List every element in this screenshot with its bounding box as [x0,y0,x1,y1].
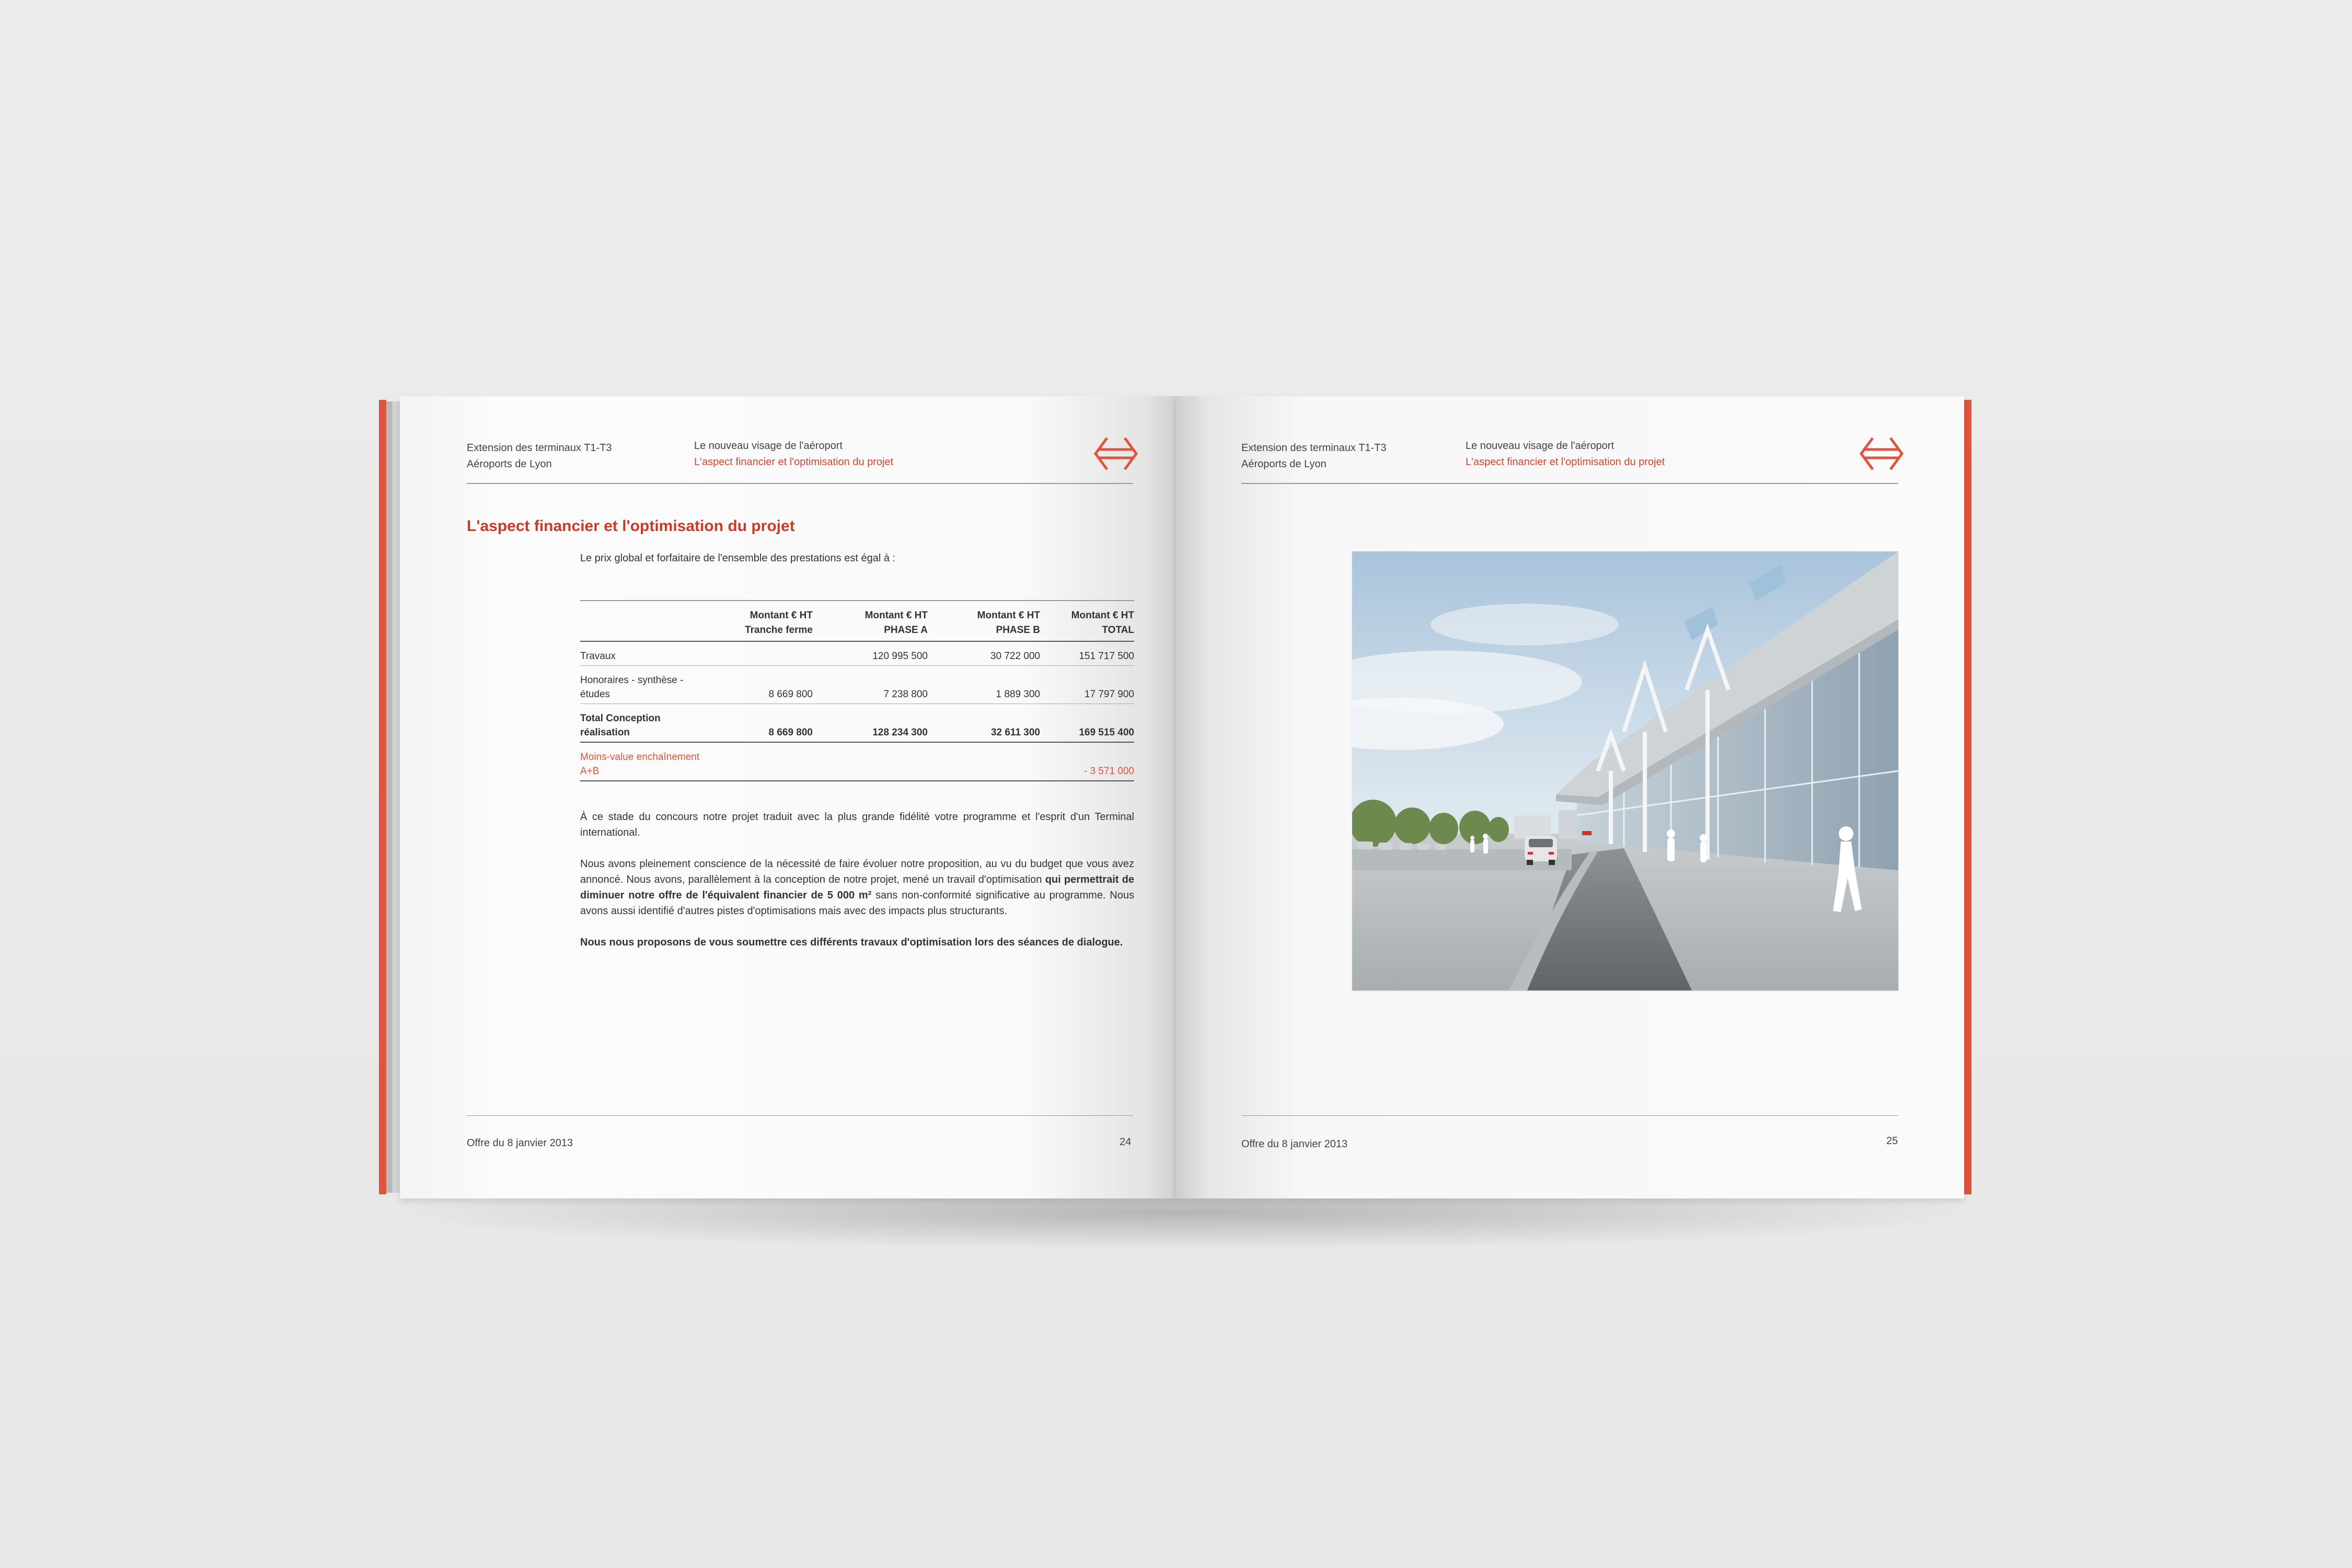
cell-phase-a: 7 238 800 [813,666,928,704]
left-page-stack-edge-inner [393,401,400,1193]
paragraph-3: Nous nous proposons de vous soumettre ces différents travaux d'optimisation lors des séances de dialogue. [580,937,1123,948]
header-label-bottom: TOTAL [1102,625,1134,636]
header-label-bottom: PHASE B [996,625,1040,636]
row-label: Travaux [580,641,700,666]
page-title: L'aspect financier et l'optimisation du projet [467,517,795,535]
table-header-empty [580,601,700,641]
table-header-phase-a [813,601,928,641]
cell-total: - 3 571 000 [1040,742,1134,781]
header-label-bottom: Tranche ferme [745,625,813,636]
left-cover-edge [379,400,386,1194]
cell-tranche-ferme [700,742,813,781]
paragraph-2 [580,856,1134,919]
financial-table [580,600,1134,781]
header-project-line2: Aéroports de Lyon [1241,458,1327,470]
cell-phase-b [928,742,1040,781]
left-header-section [694,438,893,470]
header-project-line2: Aéroports de Lyon [467,458,552,470]
table-header-row [580,601,1134,641]
cell-total: 17 797 900 [1040,666,1134,704]
terminal-rendering-image [1352,551,1898,990]
cell-tranche-ferme: 8 669 800 [700,704,813,743]
header-label-top: Montant € HT [864,610,928,621]
table-header-total [1040,601,1134,641]
header-section-line1: Le nouveau visage de l'aéroport [694,440,843,452]
left-footer-rule [467,1115,1133,1116]
header-label-top: Montant € HT [1071,610,1134,621]
right-footer-date: Offre du 8 janvier 2013 [1241,1138,1348,1150]
cell-phase-b: 1 889 300 [928,666,1040,704]
cell-phase-b: 32 611 300 [928,704,1040,743]
right-footer-rule [1241,1115,1898,1116]
header-section-line2: L'aspect financier et l'optimisation du projet [694,456,894,468]
airport-terminal-rendering [1352,551,1898,990]
cell-tranche-ferme: 8 669 800 [700,666,813,704]
intro-text: Le prix global et forfaitaire de l'ensemble des prestations est égal à : [580,552,896,564]
table-row [580,666,1134,704]
right-header-section [1466,438,1665,470]
header-project-line1: Extension des terminaux T1-T3 [467,442,612,454]
left-page-number: 24 [1120,1136,1132,1148]
row-label: Honoraires - synthèse - études [580,666,700,704]
row-label: Total Conception réalisation [580,704,700,743]
row-label: Moins-value enchaînement A+B [580,742,700,781]
right-page-number: 25 [1886,1135,1898,1147]
cell-total: 151 717 500 [1040,641,1134,666]
cell-tranche-ferme [700,641,813,666]
cell-phase-a [813,742,928,781]
header-section-line2: L'aspect financier et l'optimisation du projet [1466,456,1665,468]
table-row [580,641,1134,666]
right-cover-edge [1964,400,1971,1194]
paragraph-2-bold: qui permettrait de diminuer notre offre de l'équivalent financier de 5 000 m² [580,874,1134,901]
header-section-line1: Le nouveau visage de l'aéroport [1466,440,1615,452]
body-text [580,809,1134,966]
double-arrow-logo-icon [1092,433,1139,475]
table-row-total [580,704,1134,743]
right-header-project [1241,440,1387,472]
table-header-tranche-ferme [700,601,813,641]
header-label-top: Montant € HT [750,610,813,621]
cell-total: 169 515 400 [1040,704,1134,743]
paragraph-2-start: Nous avons pleinement conscience de la nécessité de faire évoluer notre proposition, au vu du budget que vous avez annoncé. Nous avons, parallèlement à la conception de notre projet, mené un travail d'optimisation [580,858,1134,885]
left-page-stack-edge [386,401,393,1193]
header-project-line1: Extension des terminaux T1-T3 [1241,442,1387,454]
left-header-project [467,440,612,472]
car-icon [1525,836,1557,865]
cell-phase-a: 128 234 300 [813,704,928,743]
cell-phase-a: 120 995 500 [813,641,928,666]
right-header-rule [1241,483,1898,484]
left-footer-date: Offre du 8 janvier 2013 [467,1137,573,1149]
double-arrow-logo-icon [1858,433,1905,475]
table-row-moins-value [580,742,1134,781]
left-header-rule [467,483,1133,484]
header-label-top: Montant € HT [977,610,1040,621]
table-header-phase-b [928,601,1040,641]
left-page [400,396,1176,1198]
header-label-bottom: PHASE A [884,625,928,636]
cell-phase-b: 30 722 000 [928,641,1040,666]
paragraph-1: À ce stade du concours notre projet traduit avec la plus grande fidélité votre programme et l'esprit d'un Terminal international. [580,811,1134,838]
paragraph-2-end: sans non-conformité significative au programme. Nous avons aussi identifié d'autres pistes d'optimisations mais avec des impacts plus structurants. [580,890,1134,917]
